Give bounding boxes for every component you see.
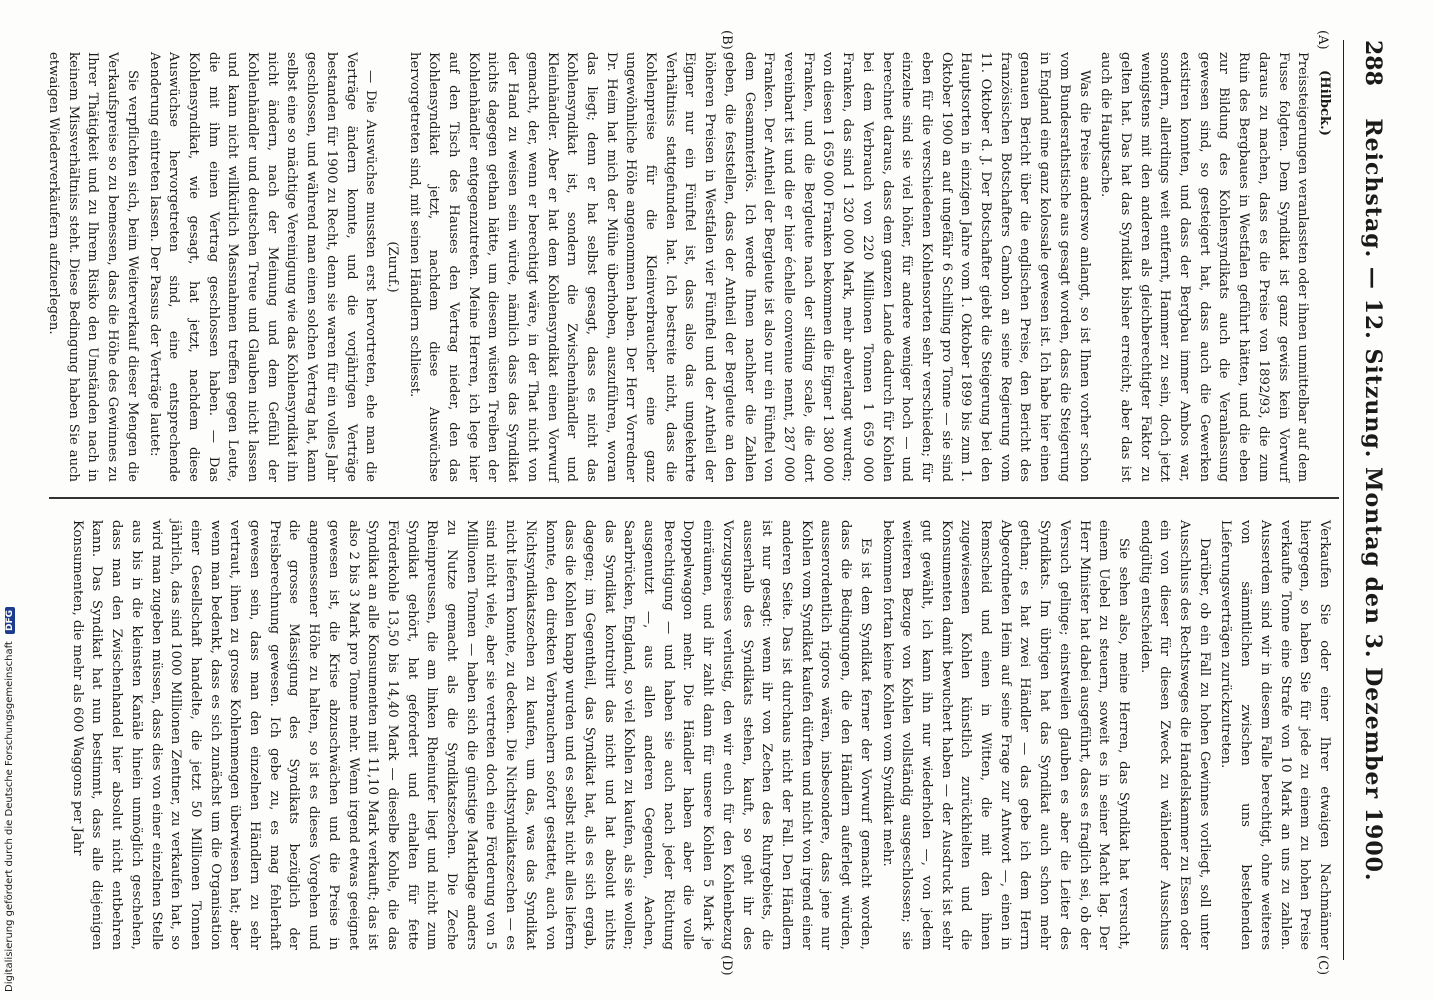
quoted-paragraph: Verkaufen Sie oder einer Ihrer etwaigen Nachmänner hiergegen, so haben Sie für jede zu einem zu hohen Preise verkaufte Tonne eine Strafe von 10 Mark an uns zu zahlen. Ausserdem sind wir in diesem Falle berechtigt, ohne weiteres von sämmtlichen zwischen uns bestehenden Lieferungsverträgen zurückzutreten. xyxy=(1218,520,1332,950)
page-header xyxy=(1343,40,1404,960)
paragraph: Sie sehen also, meine Herren, das Syndikat hat versucht, einem Uebel zu steuern, soweit es in seiner Macht lag. Der Herr Minister hat dabei ausgeführt, dass es fraglich sei, ob der Versuch gelinge; einstweilen glauben es aber die Leiter des Syndikats. Im übrigen hat das Syndikat auch schon mehr gethan; es hat zwei Händler — das gebe ich dem Herrn Abgeordneten Heim auf seine Frage zur Antwort —, einen in Remscheid und einen in Witten, die mit den ihnen zugewiesenen Kohlen künstlich zurückhielten und die Konsumenten damit bewuchert haben — der Ausdruck ist sehr gut gewählt, ich kann ihn nur wiederholen —, von jedem weiteren Bezuge von Kohlen vollständig ausgeschlossen; sie bekommen fortan keine Kohlen vom Syndikat mehr. xyxy=(879,520,1131,950)
margin-marker-b: (B) xyxy=(719,30,734,50)
margin-marker-c: (C) xyxy=(1315,955,1330,976)
margin-marker-a: (A) xyxy=(1315,30,1330,50)
quoted-paragraph: Darüber, ob ein Fall zu hohen Gewinnes vorliegt, soll unter Ausschluss des Rechtsweges die Handelskammer zu Essen oder ein von dieser für diesen Zweck zu wählender Ausschuss endgültig entscheiden. xyxy=(1137,520,1212,950)
paragraph: Was die Preise anderswo anlangt, so ist Ihnen vorher schon vom Bundesrathstische aus gesagt worden, dass die Steigerung in England eine ganz kolossale gewesen ist. Ich habe hier einen genauen Bericht über die englischen Preise, den Bericht des französischen Botschafters Cambon an seine Regierung vom 11. Oktober d. J. Der Botschafter giebt die Steigerung bei den Hauptsorten in einzigen Jahre vom 1. Oktober 1899 bis zum 1. Oktober 1900 an auf ungefähr 6 Schilling pro Tonne — sie sind eben für die verschiedenen Kohlensorten sehr verschieden; für einzelne sind sie viel höher, für andere weniger hoch — und berechnet daraus, dass dem ganzen Lande dadurch für Kohlen bei dem Verbrauch von 220 Millionen Tonnen 1 659 000 Franken, das sind 1 320 000 Mark, mehr abverlangt wurden; von diesen 1 659 000 Franken bekommen die Eigner 1 380 000 Franken, und die Bergleute nach der sliding scale, die dort vereinbart ist und die er hier échelle convenue nennt, 287 000 Franken. Der Antheil der Bergleute ist also nur ein Fünftel von dem Gesammterlös. Ich werde Ihnen nachher die Zahlen geben, die feststellen, dass der Antheil der Bergleute an den höheren Preisen in Westfalen vier Fünftel und der Antheil der Eigner nur ein Fünftel ist, dass also das umgekehrte Verhältniss stattgefunden hat. Ich bestreite nicht, dass die Kohlenpreise für die Kleinverbraucher eine ganz ungewöhnliche Höhe angenommen haben. Der Herr Vorredner Dr. Heim hat mich der Mühe überhoben, auszuführen, woran das liegt; denn er hat selbst gesagt, dass es nicht das Kohlensyndikat ist, sondern die Zwischenhändler und Kleinhändler. Aber er hat dem Kohlensyndikat einen Vorwurf gemacht, der, wenn er berechtigt wäre, in der That nicht von der Hand zu weisen sein würde, nämlich dass das Syndikat nichts dagegen gethan hätte, um diesem wüsten Treiben der Kohlenhändler entgegenzutreten. Meine Herren, ich lege hier auf den Tisch des Hauses den Vertrag nieder, den das Kohlensyndikat jetzt, nachdem diese Auswüchse hervorgetreten sind, mit seinen Händlern schliesst. xyxy=(406,52,1092,482)
paragraph: — Die Auswüchse mussten erst hervortreten, ehe man die Verträge ändern konnte, und die vorjährigen Verträge bestanden für 1900 zu Recht, denn sie waren für ein volles Jahr geschlossen, und während man einen solchen Vertrag hat, kann selbst eine so mächtige Vereinigung wie das Kohlensyndikat ihn nicht ändern, nach der Meinung und dem Gefühl der Kohlenhändler und deutschen Treue und Glauben nicht lassen und kann nicht willkürlich Massnahmen treffen gegen Leute, die mit ihm einen Vertrag geschlossen haben. — Das Kohlensyndikat, wie gesagt, hat jetzt, nachdem diese Auswüchse hervorgetreten sind, eine entsprechende Aenderung eintreten lassen. Der Passus der Verträge lautet: xyxy=(146,52,379,482)
column-divider xyxy=(49,497,1339,499)
margin-marker-d: (D) xyxy=(719,955,734,976)
footer-attribution xyxy=(2,600,20,995)
paragraph: Preissteigerungen veranlassten oder ihnen unmittelbar auf dem Fusse folgten. Dem Syndikat ist ganz gewiss kein Vorwurf daraus zu machen, dass es die Preise von 1892/93, die zum Ruin des Bergbaues in Westfalen geführt hätten, und die eben zur Bildung des Kohlensyndikats auch die Veranlassung gewesen sind, so gesteigert hat, dass auch die Gewerken existiren konnten, und dass der Bergbau immer Ambos war, sondern, allerdings weit entfernt, Hammer zu sein, doch jetzt wenigstens mit den anderen als gleichberechtigter Faktor zu gelten hat. Das hat das Syndikat bisher erreicht; aber das ist auch die Hauptsache. xyxy=(1098,52,1311,482)
page-number: 288 xyxy=(1360,40,1386,86)
interjection: (Zuruf.) xyxy=(384,241,400,293)
left-column xyxy=(41,52,1334,482)
attribution-text: Digitalisierung gefördert durch die Deutsche Forschungsgemeinschaft xyxy=(4,641,15,992)
dfg-logo: DFG xyxy=(5,607,15,634)
speaker-name: (Hilbck.) xyxy=(1317,70,1332,136)
paragraph: Es ist dem Syndikat ferner der Vorwurf gemacht worden, dass die Bedingungen, die den Händlern auferlegt würden, ausserordentlich rigoros wären, insbesondere, dass jene nur Kohlen vom Syndikat kaufen dürften und nicht von irgend einer anderen Seite. Das ist durchaus nicht der Fall. Den Händlern ist nur gesagt: wenn ihr von Zechen des Ruhrgebiets, die ausserhalb des Syndikats stehen, kauft, so geht ihr des Vorzugspreises verlustig, den wir euch für den Kohlenbezug einräumen, und ihr zahlt dann für unsere Kohlen 5 Mark je Doppelwaggon mehr. Die Händler haben aber die volle Berechtigung — und haben sie auch nach jeder Richtung ausgenutzt —, aus allen anderen Gegenden, Aachen, Saarbrücken, England, so viel Kohlen zu kaufen, als sie wollen; das Syndikat kontrolirt das nicht und hat absolut nichts dagegen; im Gegentheil, das Syndikat hat, als es sich ergab, dass die Kohlen knapp wurden und es selbst nicht alles liefern konnte, den direkten Verbrauchern sofort gestattet, auch von Nichtsyndikatszechen zu kaufen, um das, was das Syndikat nicht liefern konnte, zu decken. Die Nichtsyndikatszechen — es sind nicht viele, aber sie vertreten doch eine Förderung von 5 Millionen Tonnen — haben sich die günstige Marktlage anders zu Nutze gemacht als die Syndikatszechen. Die Zeche Rheinpreussen, die am linken Rheinufer liegt und nicht zum Syndikat gehört, hat gefordert und erhalten für fette Förderkohle 13,50 bis 14,40 Mark — dieselbe Kohle, die das Syndikat an alle Konsumenten mit 11,10 Mark verkauft; das ist also 2 bis 3 Mark pro Tonne mehr. Wenn irgend etwas geeignet gewesen ist, die Krise abzuschwächen und die Preise in angemessener Höhe zu halten, so ist es dieses Vorgehen und die grosse Mässigung des Syndikats bezüglich der Preisberechnung gewesen. Ich gebe zu, es mag fehlerhaft gewesen sein, dass man den einzelnen Händlern zu sehr vertraut, ihnen zu grosse Kohlenmengen überwiesen hat; aber wenn man bedenkt, dass es sich zunächst um die Organisation einer Gesellschaft handelte, die jetzt 50 Millionen Tonnen jährlich, das sind 1000 Millionen Zentner, zu verkaufen hat, so wird man zugeben müssen, dass dies von einer einzelnen Stelle aus bis in die kleinsten Kanäle hinein unmöglich geschehen, dass man den Zwischenhandel hier absolut nicht entbehren kann. Das Syndikat hat nun bestimmt, dass alle diejenigen Konsumenten, die mehr als 600 Waggons per Jahr xyxy=(69,520,873,950)
page-title: Reichstag. — 12. Sitzung. Montag den 3. Dezember 1900. xyxy=(1360,118,1386,882)
right-column xyxy=(65,520,1334,950)
quoted-paragraph: Sie verpflichten sich, beim Weiterverkauf dieser Mengen die Verkaufspreise so zu bemessen, dass die Höhe des Gewinnes zu Ihrer Thätigkeit und zu Ihrem Risiko den Umständen nach in keinem Missverhältniss steht. Diese Bedingung haben Sie auch etwaigen Wiederverkäufern aufzuerlegen. xyxy=(46,52,140,482)
